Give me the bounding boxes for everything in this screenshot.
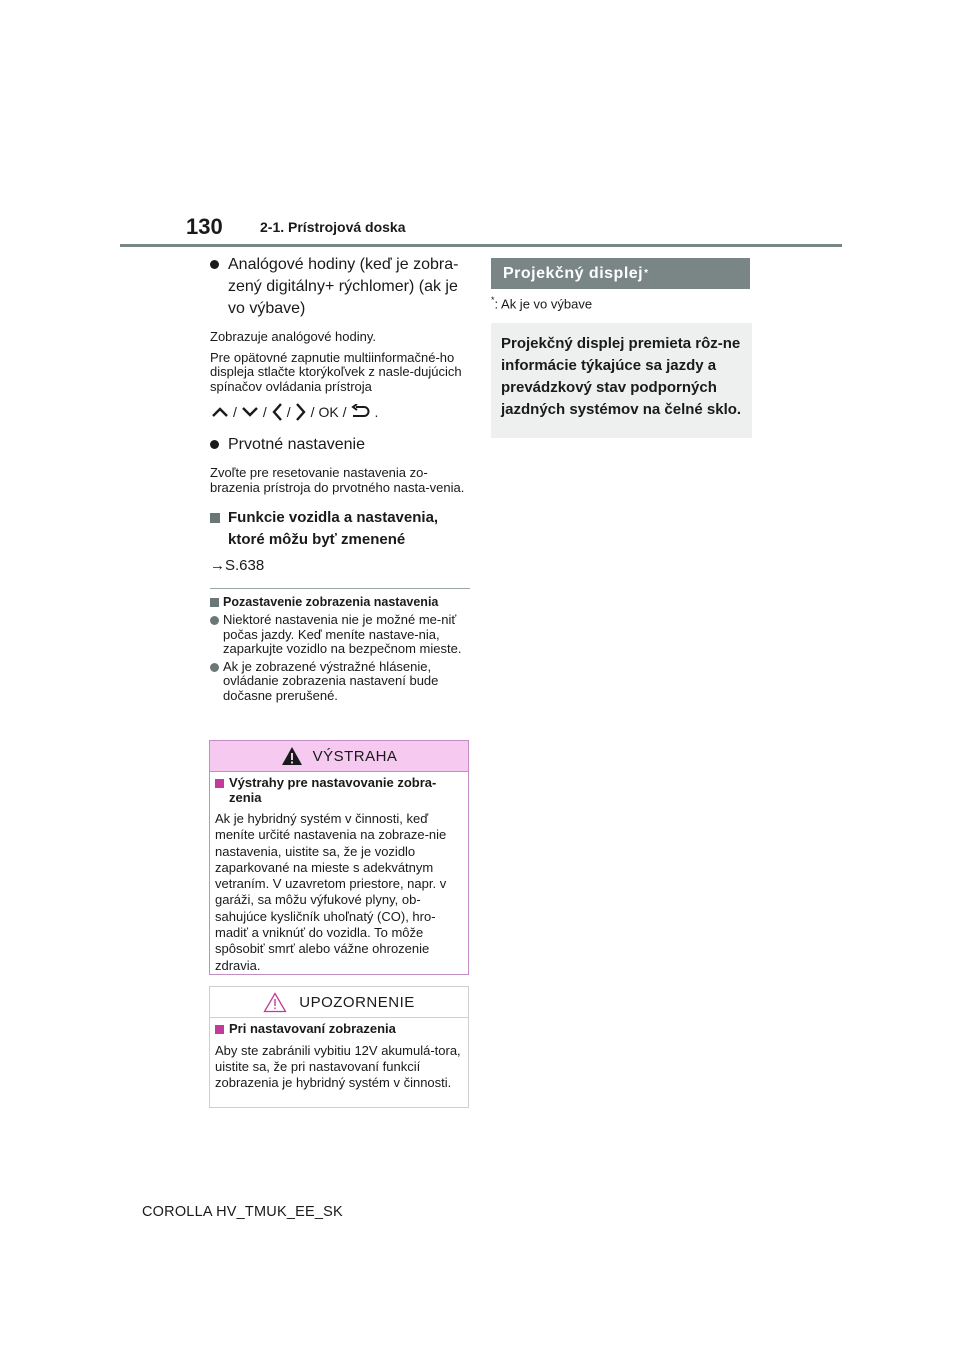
- caution-box: [209, 986, 469, 1108]
- note-heading: Pozastavenie zobrazenia nastavenia: [210, 595, 470, 610]
- initial-setting-heading: Prvotné nastavenie: [210, 434, 470, 456]
- right-column: [491, 258, 752, 438]
- chevron-left-icon: [270, 402, 284, 422]
- page-reference: →S.638: [210, 557, 265, 574]
- projection-display-intro: Projekčný displej premieta rôz-ne informácie týkajúce sa jazdy a prevádzkový stav podporných jazdných systémov na čelné sklo.: [491, 323, 752, 438]
- square-bullet-icon: [210, 598, 219, 607]
- ok-label: / OK /: [310, 404, 347, 420]
- projection-display-heading: Projekčný displej *: [491, 258, 750, 289]
- warning-text: Ak je hybridný systém v činnosti, keď meníte určité nastavenia na zobraze-nie nastavenia, uistite sa, že je vozidlo zaparkované na mieste s adekvátnym vetraním. V uzavretom priestore, napr. v garáži, sa môžu výfukové plyny, ob-sahujúce kysličník uhoľnatý (CO), hro-madiť a vniknúť do vozidla. To môže spôsobiť smrť alebo vážne ohrozenie zdravia.: [215, 811, 447, 973]
- note-item: Niektoré nastavenia nie je možné me-niť počas jazdy. Keď meníte nastave-nia, zaparkujte vozidlo na bezpečnom mieste.: [210, 613, 470, 657]
- asterisk-mark: *: [644, 268, 649, 279]
- analog-clock-desc: Zobrazuje analógové hodiny.: [210, 329, 376, 344]
- left-column: [210, 254, 470, 703]
- bullet-icon: [210, 616, 219, 625]
- control-switches-row: [210, 402, 470, 422]
- period: .: [374, 404, 379, 420]
- caution-triangle-icon: [263, 992, 287, 1013]
- caution-subtitle: Pri nastavovaní zobrazenia: [215, 1022, 463, 1037]
- chevron-down-icon: [240, 405, 260, 419]
- separator: /: [233, 404, 237, 420]
- square-bullet-icon: [215, 1025, 224, 1034]
- header-rule: [120, 244, 842, 247]
- warning-triangle-icon: [281, 746, 303, 766]
- footnote: *: Ak je vo výbave: [491, 295, 593, 312]
- warning-subtitle: Výstrahy pre nastavovanie zobra-zenia: [215, 776, 463, 805]
- warning-box: [209, 740, 469, 975]
- back-arrow-icon: [349, 404, 371, 420]
- chevron-up-icon: [210, 405, 230, 419]
- functions-heading: Funkcie vozidla a nastavenia, ktoré môžu byť zmenené: [210, 507, 470, 551]
- caution-header: [210, 987, 468, 1018]
- bullet-icon: [210, 663, 219, 672]
- separator: /: [286, 404, 291, 420]
- section-title: 2-1. Prístrojová doska: [260, 219, 406, 235]
- note-item: Ak je zobrazené výstražné hlásenie, ovládanie zobrazenia nastavení bude dočasne prerušené.: [210, 660, 470, 704]
- page-number: 130: [186, 214, 223, 239]
- square-bullet-icon: [215, 779, 224, 788]
- caution-label: UPOZORNENIE: [299, 993, 415, 1011]
- initial-setting-desc: Zvoľte pre resetovanie nastavenia zo-brazenia prístroja do prvotného nasta-venia.: [210, 465, 465, 495]
- warning-header: [210, 741, 468, 772]
- warning-label: VÝSTRAHA: [312, 747, 398, 765]
- note-divider: [210, 588, 470, 589]
- analog-clock-heading: Analógové hodiny (keď je zobra-zený digitálny+ rýchlomer) (ak je vo výbave): [210, 254, 470, 320]
- footer-code: COROLLA HV_TMUK_EE_SK: [142, 1204, 343, 1220]
- caution-text: Aby ste zabránili vybitiu 12V akumulá-tora, uistite sa, že pri nastavovaní funkcií zobrazenia je hybridný systém v činnosti.: [215, 1042, 461, 1090]
- bullet-icon: [210, 440, 219, 449]
- square-bullet-icon: [210, 513, 220, 523]
- bullet-icon: [210, 260, 219, 269]
- analog-clock-instr: Pre opätovné zapnutie multiinformačné-ho displeja stlačte ktorýkoľvek z nasle-dujúcich spínačov ovládania prístroja: [210, 349, 462, 394]
- separator: /: [262, 404, 267, 420]
- chevron-right-icon: [294, 402, 308, 422]
